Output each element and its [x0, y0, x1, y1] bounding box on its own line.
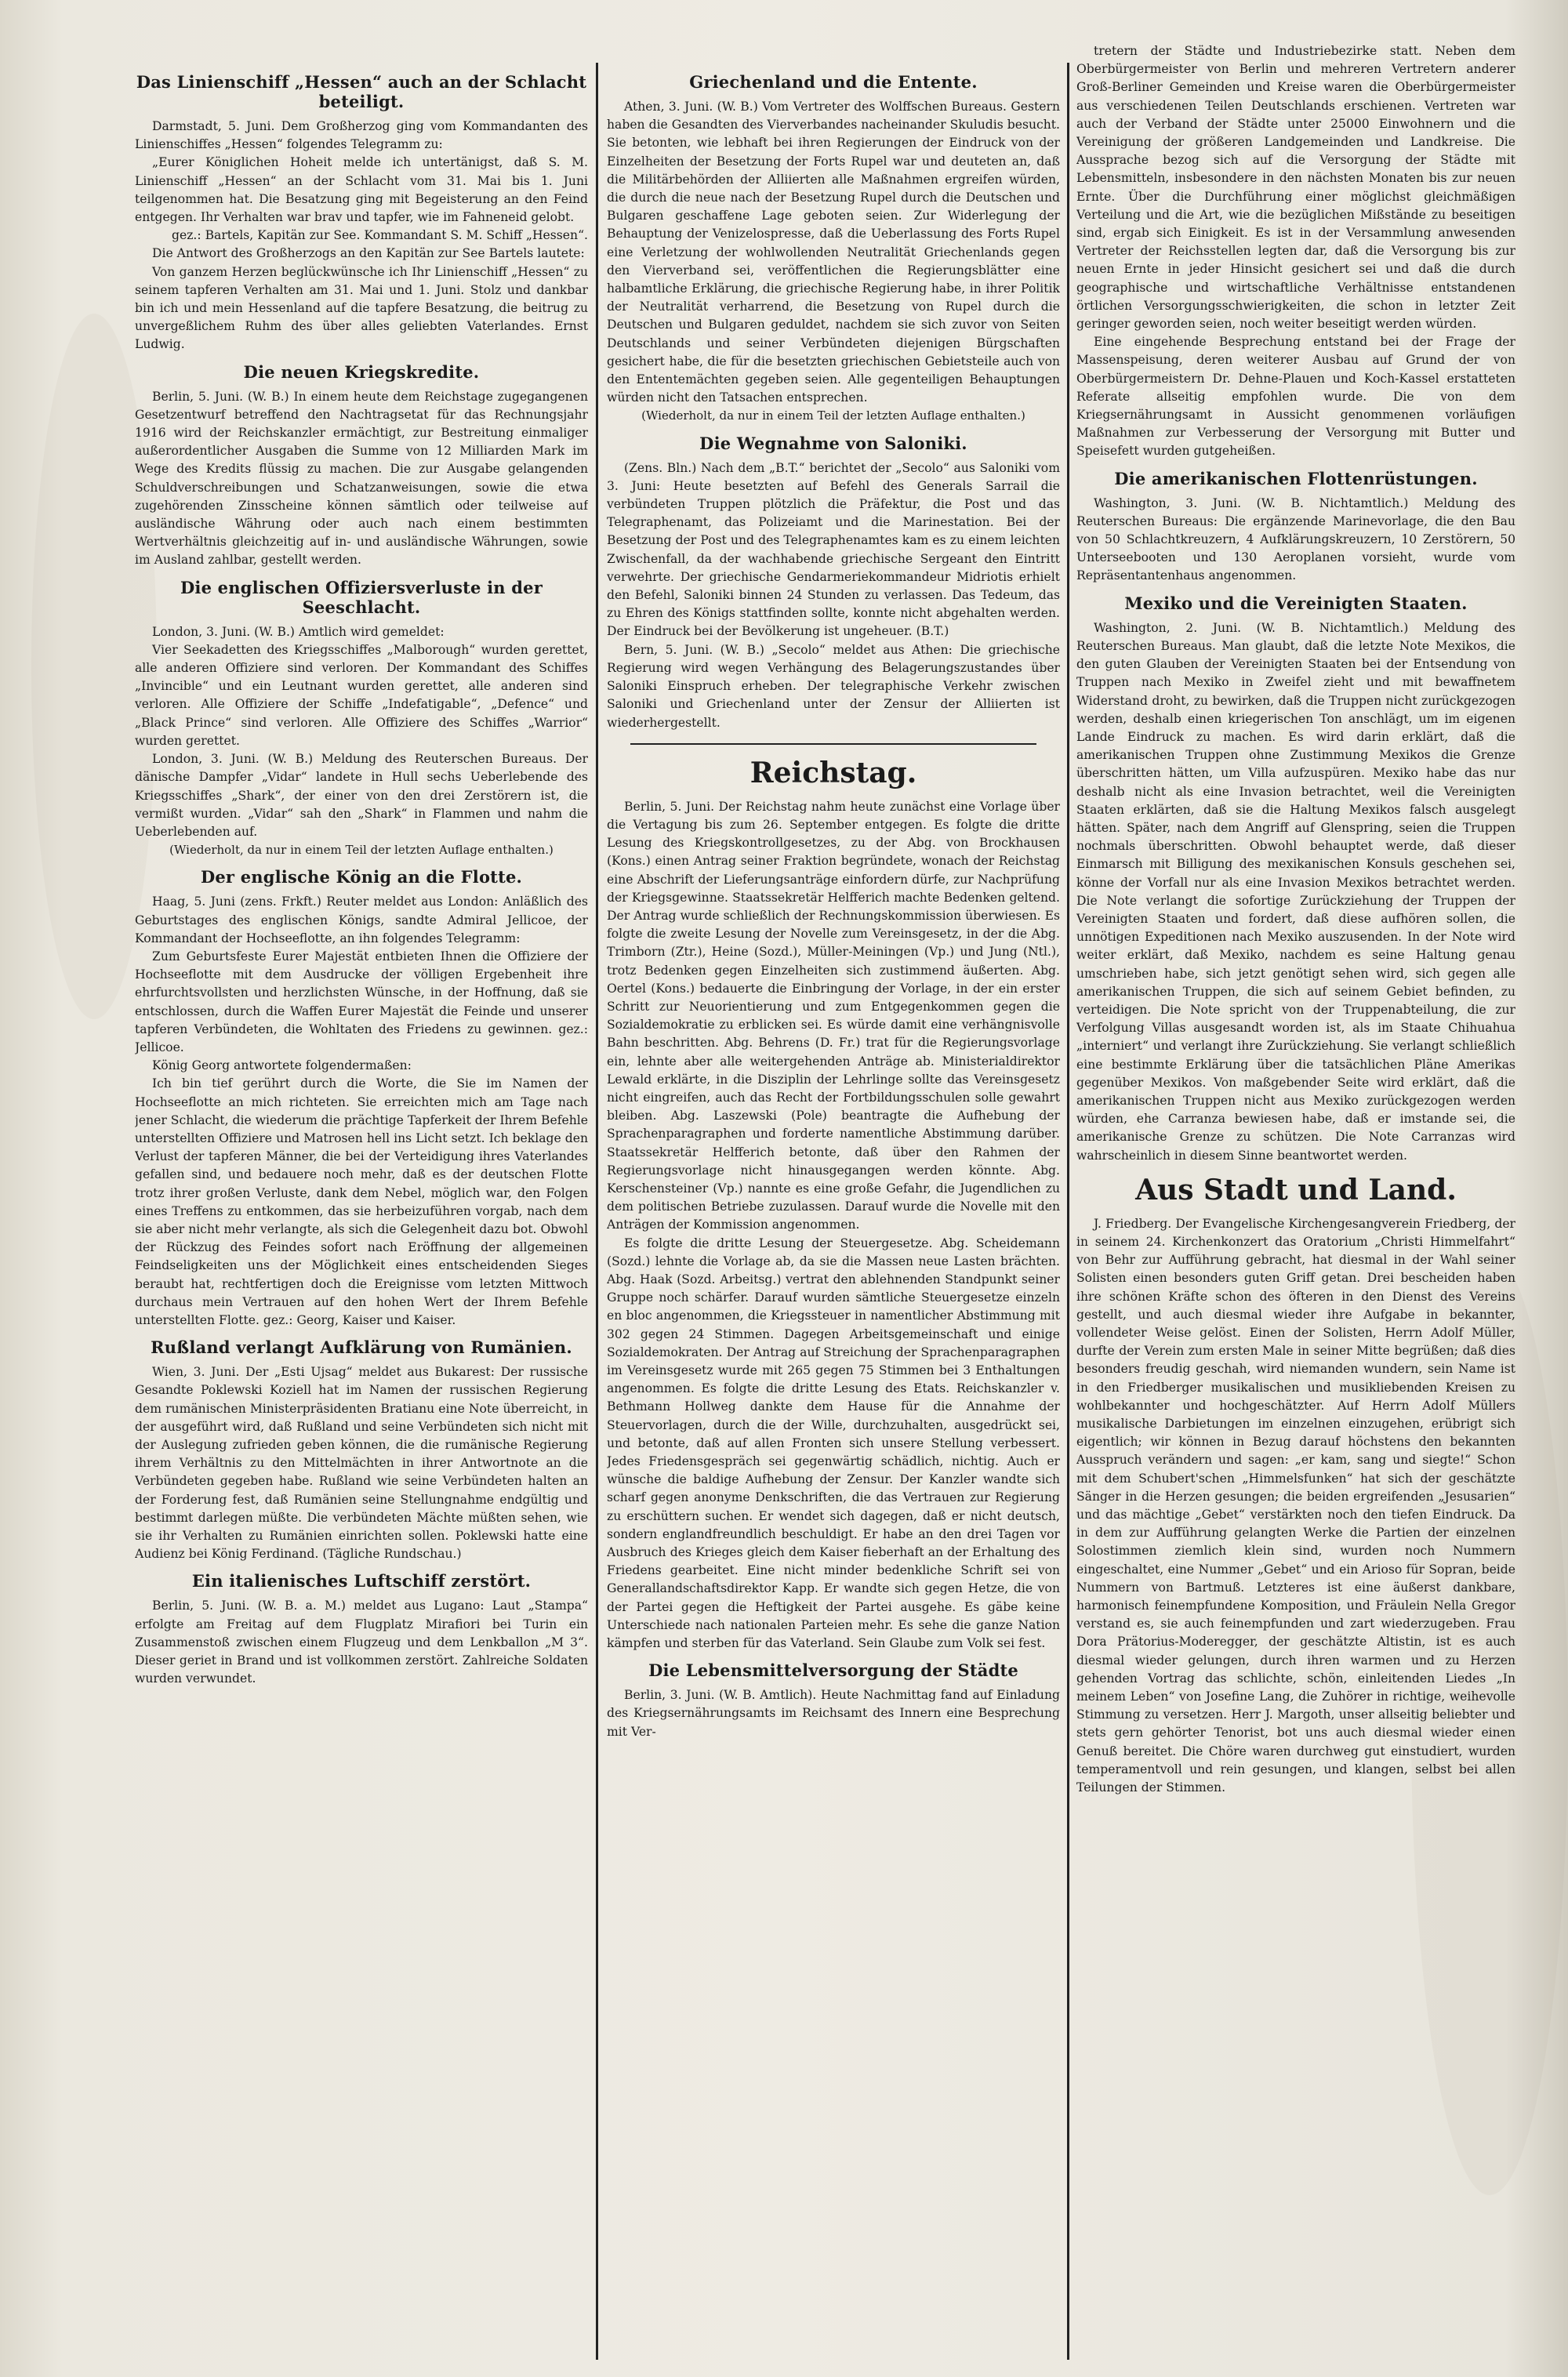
article-paragraph: London, 3. Juni. (W. B.) Amtlich wird gemeldet:: [152, 624, 445, 639]
article-paragraph: Washington, 2. Juni. (W. B. Nichtamtlich.) Meldung des Reuterschen Bureaus. Man glaubt, daß die letzte Note Mexikos, die den guten Glauben der Vereinigten Staaten bei der Entsendung von Truppen nach Mexiko in Zweifel zieht und mit bewaffnetem Widerstand droht, zu bewirken, daß die Truppen nicht zurückgezogen werden, deshalb einen kriegerischen Ton anschlägt, um im eigenen Lande Eindruck zu machen. Es wird darin erklärt, daß die amerikanischen Truppen ohne Zustimmung Mexikos die Grenze überschritten hätten, um Villa aufzuspüren. Mexiko habe das nur deshalb nicht als eine Invasion betrachtet, weil die Vereinigten Staaten erklärten, daß sie die Haltung Mexikos falsch ausgelegt hätten. Später, nach dem Angriff auf Glenspring, seien die Truppen nochmals überschritten. Obwohl behauptet werde, daß dieser Einmarsch mit Billigung des mexikanischen Konsuls geschehen sei, könne der Vorfall nur als eine Invasion Mexikos betrachtet werden. Die Note verlangt die sofortige Zurückziehung der Truppen der Vereinigten Staaten und fordert, daß diese aufhören sollen, die unnötigen Expeditionen nach Mexiko auszusenden. In der Note wird weiter erklärt, daß Mexiko, nachdem es seine Haltung genau umschrieben habe, sich jetzt genötigt sehen wird, sich gegen alle amerikanischen Truppen, die sich auf seinem Gebiet befinden, zu verteidigen. Die Note spricht von der Truppenabteilung, die zur Verfolgung Villas ausgesandt worden ist, als im Staate Chihuahua „interniert“ und verlangt ihre Zurückziehung. Sie verlangt schließlich eine bestimmte Erklärung über die tatsächlichen Pläne Amerikas gegenüber Mexikos. Von maßgebender Seite wird erklärt, daß die amerikanischen Truppen nicht aus Mexiko zurückgezogen werden würden, ehe Carranza bewiesen habe, daß er imstande sei, die amerikanische Grenze zu schützen. Die Note Carranzas wird wahrscheinlich in diesem Sinne beantwortet werden.: [1076, 620, 1515, 1163]
article-headline: Das Linienschiff „Hessen“ auch an der Schlacht beteiligt.: [136, 72, 587, 111]
column-1: [135, 69, 588, 2350]
article-paragraph: Vier Seekadetten des Kriegsschiffes „Malborough“ wurden gerettet, alle anderen Offiziere sind verloren. Der Kommandant des Schiffes „Invincible“ und ein Leutnant wurden gerettet, alle anderen sind verloren. Alle Offiziere der Schiffe „Indefatigable“, „Defence“ und „Black Prince“ sind verloren. Alle Offiziere des Schiffes „Warrior“ wurden gerettet.: [135, 642, 588, 748]
article: [607, 434, 1060, 732]
article-headline: Die Wegnahme von Saloniki.: [699, 433, 967, 453]
article: [607, 1660, 1060, 1741]
article-paragraph: Eine eingehende Besprechung entstand bei der Frage der Massenspeisung, deren weiterer Ausbau auf Grund der von Oberbürgermeistern Dr. Dehne-Plauen und Koch-Kassel erstatteten Referate allseitig empfohlen wurde. Die von dem Kriegsernährungsamt in Aussicht genommenen vorläufigen Maßnahmen zur Verbesserung der Versorgung mit Butter und Speisefett wurden gutgeheißen.: [1076, 335, 1515, 459]
article-headline: Rußland verlangt Aufklärung von Rumänien.: [151, 1337, 572, 1358]
article-paragraph: König Georg antwortete folgendermaßen:: [152, 1058, 412, 1073]
article-headline: Die Lebensmittelversorgung der Städte: [648, 1660, 1018, 1681]
article-paragraph: Berlin, 3. Juni. (W. B. Amtlich). Heute Nachmittag fand auf Einladung des Kriegsernährungsamts im Reichsamt des Innern eine Besprechung mit Ver-: [607, 1688, 1060, 1739]
article: [1076, 42, 1515, 461]
article-paragraph: Wien, 3. Juni. Der „Esti Ujsag“ meldet aus Bukarest: Der russische Gesandte Poklewski Koziell hat im Namen der russischen Regierung dem rumänischen Ministerpräsidenten Bratianu eine Note überreicht, in der ausgeführt wird, daß Rußland und seine Verbündeten sich nicht mit der Auslegung zufrieden geben können, die die rumänische Regierung ihrem Verhältnis zu den Mittelmächten in ihrer Antwortnote an die Verbündeten gegeben habe. Rußland wie seine Verbündeten halten an der Forderung fest, daß Rumänien seine Stellungnahme endgültig und bestimmt darlegen müßte. Die verbündeten Mächte müßten sehen, wie sie ihr Verhalten zu Rumänien einrichten sollen. Poklewski hatte eine Audienz bei König Ferdinand. (Tägliche Rundschau.): [135, 1365, 588, 1562]
article-note: (Wiederholt, da nur in einem Teil der letzten Auflage enthalten.): [169, 843, 554, 858]
article-paragraph: Bern, 5. Juni. (W. B.) „Secolo“ meldet aus Athen: Die griechische Regierung wird wegen Verhängung des Belagerungszustandes über Saloniki Einspruch erheben. Der telegraphische Verkehr zwischen Saloniki und Griechenland unter der Zensur der Alliierten ist wiederhergestellt.: [607, 642, 1060, 730]
article: [135, 1337, 588, 1563]
column-3: [1076, 42, 1515, 2347]
article-headline: Die amerikanischen Flottenrüstungen.: [1114, 468, 1478, 488]
article: [135, 72, 588, 354]
article-paragraph: (Zens. Bln.) Nach dem „B.T.“ berichtet der „Secolo“ aus Saloniki vom 3. Juni: Heute besetzten auf Befehl des Generals Sarrail die verbündeten Truppen plötzlich die Präfektur, die Post und das Telegraphenamt, das Polizeiamt und die Marinestation. Bei der Besetzung der Post und des Telegraphenamtes kam es zu einem leichten Zwischenfall, da der wachhabende griechische Sergeant den Eintritt verwehrte. Der griechische Gendarmeriekommandeur Midriotis erhielt den Befehl, Saloniki binnen 24 Stunden zu verlassen. Das Tedeum, das zu Ehren des Königs stattfinden sollte, konnte nicht abgehalten werden. Der Eindruck bei der Bevölkerung ist ungeheuer. (B.T.): [607, 460, 1060, 639]
article: [135, 867, 588, 1330]
article-paragraph: „Eurer Königlichen Hoheit melde ich untertänigst, daß S. M. Linienschiff „Hessen“ an der Schlacht vom 31. Mai bis 1. Juni teilgenommen hat. Die Besatzung ging mit Begeisterung an den Feind entgegen. Ihr Verhalten war brav und tapfer, wie im Fahneneid gelobt.: [135, 155, 588, 225]
column-rule-2: [1067, 63, 1069, 2360]
column-2: [607, 69, 1060, 2350]
section-heading: Reichstag.: [750, 756, 917, 789]
section-heading: Aus Stadt und Land.: [1135, 1173, 1457, 1207]
article-headline: Die englischen Offiziersverluste in der Seeschlacht.: [180, 577, 543, 617]
article: [135, 1571, 588, 1688]
article-headline: Die neuen Kriegskredite.: [243, 361, 480, 382]
section-divider: [630, 743, 1036, 745]
article-note: (Wiederholt, da nur in einem Teil der letzten Auflage enthalten.): [641, 408, 1025, 423]
article: [1076, 469, 1515, 586]
article-paragraph: Berlin, 5. Juni. Der Reichstag nahm heute zunächst eine Vorlage über die Vertagung bis zum 26. September entgegen. Es folgte die dritte Lesung des Kriegskontrollgesetzes, zu der Abg. von Brockhausen (Kons.) einen Antrag seiner Fraktion begründete, wonach der Reichstag eine Abschrift der Lieferungsanträge einfordern dürfe, zur Nachprüfung der Kriegsgewinne. Staatssekretär Helfferich machte Bedenken geltend. Der Antrag wurde schließlich der Rechnungskommission überwiesen. Es folgte die zweite Lesung der Novelle zum Vereinsgesetz, in der die Abg. Trimborn (Ztr.), Heine (Sozd.), Müller-Meiningen (Vp.) und Jung (Ntl.), trotz Bedenken gegen Einzelheiten sich zustimmend äußerten. Abg. Oertel (Kons.) bedauerte die Einbringung der Vorlage, in der ein erster Schritt zur Neuorientierung und zum Entgegenkommen gegen die Sozialdemokratie zu erblicken sei. Es würde damit eine verhängnisvolle Bahn beschritten. Abg. Behrens (D. Fr.) trat für die Regierungsvorlage ein, lehnte aber alle weitergehenden Anträge ab. Ministerialdirektor Lewald erklärte, in die Disziplin der Lehrlinge sollte das Vereinsgesetz nicht eingreifen, auch das Recht der Fortbildungsschulen solle gewahrt bleiben. Abg. Laszewski (Pole) beantragte die Aufhebung der Sprachenparagraphen und forderte namentliche Abstimmung darüber. Staatssekretär Helfferich betonte, daß über den Rahmen der Regierungsvorlage nicht hinausgegangen werden könnte. Abg. Kerschensteiner (Vp.) nannte es eine große Gefahr, die Jugendlichen zu dem politischen Betriebe zuzulassen. Darauf wurde die Novelle mit den Anträgen der Kommission angenommen.: [607, 799, 1060, 1232]
article-paragraph: Es folgte die dritte Lesung der Steuergesetze. Abg. Scheidemann (Sozd.) lehnte die Vorlage ab, da sie die Massen neue Lasten brächten. Abg. Haak (Sozd. Arbeitsg.) vertrat den ablehnenden Standpunkt seiner Gruppe noch schärfer. Darauf wurden sämtliche Steuergesetze einzeln en bloc angenommen, die Kriegssteuer in namentlicher Abstimmung mit 302 gegen 24 Stimmen. Dagegen Arbeitsgemeinschaft und einige Sozialdemokraten. Der Antrag auf Streichung der Sprachenparagraphen im Vereinsgesetz wurde mit 265 gegen 75 Stimmen bei 3 Enthaltungen angenommen. Es folgte die dritte Lesung des Etats. Reichskanzler v. Bethmann Hollweg dankte dem Hause für die Annahme der Steuervorlagen, durch die der Wille, durchzuhalten, ausgedrückt sei, und betonte, daß auf allen Fronten sich unsere Stellung verbessert. Jedes Friedensgespräch sei gegenwärtig schädlich, nichtig. Auch er wünsche die baldige Aufhebung der Zensur. Der Kanzler wandte sich scharf gegen anonyme Denkschriften, die das Vertrauen zur Regierung zu erschüttern suchen. Er wendet sich dagegen, daß er nicht deutsch, sondern englandfreundlich beschuldigt. Er habe an den drei Tagen vor Ausbruch des Krieges gleich dem Kaiser fieberhaft an der Erhaltung des Friedens gearbeitet. Eine nicht minder bedenkliche Schrift sei von Generallandschaftsdirektor Kapp. Er wandte sich gegen Hetze, die von der Partei gegen die Heftigkeit der Partei ausgehe. Es gäbe keine Unterschiede nach nationalen Parteien mehr. Es sehe die ganze Nation kämpfen und sterben für das Vaterland. Sein Glaube zum Volk sei fest.: [607, 1236, 1060, 1651]
article-headline: Mexiko und die Vereinigten Staaten.: [1124, 593, 1468, 613]
article-paragraph: Washington, 3. Juni. (W. B. Nichtamtlich.) Meldung des Reuterschen Bureaus: Die ergänzende Marinevorlage, die den Bau von 50 Schlachtkreuzern, 4 Aufklärungskreuzern, 10 Zerstörern, 50 Unterseebooten und 130 Aeroplanen vorsieht, wurde vom Repräsentantenhaus angenommen.: [1076, 495, 1515, 583]
article-headline: Ein italienisches Luftschiff zerstört.: [191, 1571, 532, 1591]
article-paragraph: Darmstadt, 5. Juni. Dem Großherzog ging vom Kommandanten des Linienschiffes „Hessen“ folgendes Telegramm zu:: [135, 119, 588, 152]
article-paragraph: tretern der Städte und Industriebezirke statt. Neben dem Oberbürgermeister von Berlin und mehreren Vertretern anderer Groß-Berliner Gemeinden und Kreise waren die Oberbürgermeister aus verschiedenen Teilen Deutschlands erschienen. Vertreten war auch der Verband der Städte unter 25000 Einwohnern und die Vereinigung der größeren Landgemeinden und Landkreise. Die Aussprache bezog sich auf die Versorgung der Städte mit Lebensmitteln, insbesondere in den nächsten Monaten bis zur neuen Ernte. Über die Durchführung einer möglichst gleichmäßigen Verteilung und die Art, wie die bezüglichen Mißstände zu beseitigen sind, ergab sich Einigkeit. Es ist in der Versammlung anwesenden Vertreter der Reichsstellen legten dar, daß die Versorgung bis zur neuen Ernte in jeder Hinsicht gesichert sei und daß die durch geographische und wirtschaftliche Verhältnisse entstandenen örtlichen Versorgungsschwierigkeiten, die schon in letzter Zeit geringer geworden seien, noch weiter beseitigt werden würden.: [1076, 44, 1515, 332]
article: [607, 743, 1060, 1653]
article-paragraph: Berlin, 5. Juni. (W. B. a. M.) meldet aus Lugano: Laut „Stampa“ erfolgte am Freitag auf dem Flugplatz Mirafiori bei Turin ein Zusammenstoß zwischen einem Flugzeug und dem Lenkballon „M 3“. Dieser geriet in Brand und ist vollkommen zerstört. Zahlreiche Soldaten wurden verwundet.: [135, 1599, 588, 1686]
article: [1076, 1173, 1515, 1798]
column-rule-1: [596, 63, 598, 2360]
article-paragraph: Ich bin tief gerührt durch die Worte, die Sie im Namen der Hochseeflotte an mich richteten. Sie erreichten mich am Tage nach jener Schlacht, die wiederum die prächtige Tapferkeit der Ihrem Befehle unterstellten Offiziere und Matrosen hell ins Licht setzt. Ich beklage den Verlust der tapferen Männer, die bei der Verteidigung ihres Vaterlandes gefallen sind, und bedauere noch mehr, daß es der deutschen Flotte trotz ihrer großen Verluste, dank dem Nebel, möglich war, den Folgen eines Treffens zu entkommen, das sie herbeizuführen vorgab, nach dem sie aber nicht mehr verlangte, als sich die Gelegenheit dazu bot. Obwohl der Rückzug des Feindes sofort nach Eröffnung der allgemeinen Feindseligkeiten uns der Möglichkeit eines entscheidenden Sieges beraubt hat, rechtfertigen doch die Ereignisse vom letzten Mittwoch durchaus mein Vertrauen auf den hohen Wert der Ihrem Befehle unterstellten Flotte. gez.: Georg, Kaiser und Kaiser.: [135, 1076, 588, 1327]
article-paragraph: Zum Geburtsfeste Eurer Majestät entbieten Ihnen die Offiziere der Hochseeflotte mit dem Ausdrucke der völligen Ergebenheit ihre ehrfurchtsvollsten und herzlichsten Wünsche, in der Hoffnung, daß sie entschlossen, durch die Waffen Eurer Majestät die Feinde und unserer tapferen Verbündeten, die Wohltaten des Friedens zu gewinnen. gez.: Jellicoe.: [135, 949, 588, 1054]
article-paragraph: London, 3. Juni. (W. B.) Meldung des Reuterschen Bureaus. Der dänische Dampfer „Vidar“ landete in Hull sechs Ueberlebende des Kriegsschiffes „Shark“, der einer von den drei Zerstörern ist, die vermißt wurden. „Vidar“ sah den „Shark“ in Flammen und nahm die Ueberlebenden auf.: [135, 752, 588, 839]
article-paragraph: gez.: Bartels, Kapitän zur See. Kommandant S. M. Schiff „Hessen“.: [172, 228, 588, 243]
article-paragraph: Athen, 3. Juni. (W. B.) Vom Vertreter des Wolffschen Bureaus. Gestern haben die Gesandten des Vierverbandes nacheinander Skuludis besucht. Sie betonten, wie lebhaft bei ihren Regierungen der Eindruck von der Einzelheiten der Besetzung der Forts Rupel war und deuteten an, daß die Militärbehörden der Alliierten alle Maßnahmen ergreifen würden, die durch die neue nach der Besetzung Rupel durch die Deutschen und Bulgaren geschaffene Lage geboten seien. Zur Widerlegung der Behauptung der Venizelospresse, daß die Ueberlassung des Forts Rupel eine Verletzung der wohlwollenden Neutralität Griechenlands gegen den Vierverband sei, veröffentlichen die Regierungsblätter eine halbamtliche Erklärung, die griechische Regierung habe, in ihrer Politik der Neutralität verharrend, die Besetzung von Rupel durch die Deutschen und Bulgaren geduldet, nachdem sie sich zuvor von Seiten Deutschlands und seiner Verbündeten diejenigen Bürgschaften gesichert habe, die für die besetzten griechischen Gebietsteile auch von den Ententemächten gegeben seien. Alle gegenteiligen Behauptungen würden nicht den Tatsachen entsprechen.: [607, 100, 1060, 405]
article: [135, 578, 588, 860]
article-paragraph: Die Antwort des Großherzogs an den Kapitän zur See Bartels lautete:: [152, 246, 585, 261]
article-paragraph: Von ganzem Herzen beglückwünsche ich Ihr Linienschiff „Hessen“ zu seinem tapferen Verhalten am 31. Mai und 1. Juni. Stolz und dankbar bin ich und mein Hessenland auf die tapfere Besatzung, die beitrug zu unvergeßlichem Ruhm des über alles geliebten Vaterlandes. Ernst Ludwig.: [135, 264, 588, 352]
article: [607, 72, 1060, 426]
article-headline: Griechenland und die Entente.: [689, 72, 978, 92]
article-headline: Der englische König an die Flotte.: [200, 867, 523, 887]
article-paragraph: Berlin, 5. Juni. (W. B.) In einem heute dem Reichstage zugegangenen Gesetzentwurf betreffend den Nachtragsetat für das Rechnungsjahr 1916 wird der Reichskanzler ermächtigt, zur Bestreitung einmaliger außerordentlicher Ausgaben die Summe von 12 Milliarden Mark im Wege des Kredits flüssig zu machen. Die zur Ausgabe gelangenden Schuldverschreibungen und Schatzanweisungen, sowie die etwa zugehörenden Zinsscheine können sämtlich oder teilweise auf ausländische Währung oder auch nach einem bestimmten Wertverhältnis gleichzeitig auf in- und ausländische Währungen, sowie im Ausland zahlbar, gestellt werden.: [135, 389, 588, 568]
article: [1076, 593, 1515, 1165]
article-paragraph: J. Friedberg. Der Evangelische Kirchengesangverein Friedberg, der in seinem 24. Kirchenkonzert das Oratorium „Christi Himmelfahrt“ von Behr zur Aufführung gebracht, hat diesmal in der Wahl seiner Solisten einen besonders guten Griff getan. Drei bescheiden haben ihre schönen Kräfte schon des öfteren in den Dienst des Vereins gestellt, und auch diesmal wieder ihre Aufgabe in bekannter, vollendeter Weise gelöst. Einen der Solisten, Herrn Adolf Müller, durfte der Verein zum ersten Male in seiner Mitte begrüßen; daß dies besonders freudig geschah, wird niemanden wundern, sein Name ist in den Friedberger musikalischen und musikliebenden Kreisen zu wohlbekannter und hochgeschätzter. Auf Herrn Adolf Müllers musikalische Darbietungen im einzelnen einzugehen, erübrigt sich eigentlich; wir können in Bezug darauf höchstens den bekannten Ausspruch verändern und sagen: „er kam, sang und siegte!“ Schon mit dem Schubert'schen „Himmelsfunken“ hat sich der geschätzte Sänger in die Herzen gesungen; die beiden ergreifenden „Jesusarien“ und das mächtige „Gebet“ verstärkten noch den tiefen Eindruck. Da in dem zur Aufführung gelangten Werke die Partien der einzelnen Solostimmen ziemlich klein sind, wurden noch Nummern eingeschaltet, eine Nummer „Gebet“ und ein Arioso für Sopran, beide Nummern von Bartmuß. Letzteres ist eine äußerst dankbare, harmonisch feinempfundene Komposition, und Fräulein Nella Gregor verstand es, sie auch feinempfunden und zart wiederzugeben. Frau Dora Prätorius-Moderegger, der geschätzte Altistin, ist es auch diesmal wieder gelungen, durch ihren warmen und zu Herzen gehenden Vortrag das schlichte, schön, einleitenden Liedes „In meinem Leben“ von Josefine Lang, die Zuhörer in richtige, weihevolle Stimmung zu versetzen. Herr J. Margoth, unser allseitig beliebter und stets gern gehörter Tenorist, bot uns auch diesmal wieder einen Genuß bereitet. Die Chöre waren durchweg gut einstudiert, wurden temperamentvoll und rein gesungen, und klangen, selbst bei allen Teilungen der Stimmen.: [1076, 1216, 1515, 1795]
article-paragraph: Haag, 5. Juni (zens. Frkft.) Reuter meldet aus London: Anläßlich des Geburtstages des englischen Königs, sandte Admiral Jellicoe, der Kommandant der Hochseeflotte, an ihn folgendes Telegramm:: [135, 895, 588, 945]
article: [135, 362, 588, 570]
